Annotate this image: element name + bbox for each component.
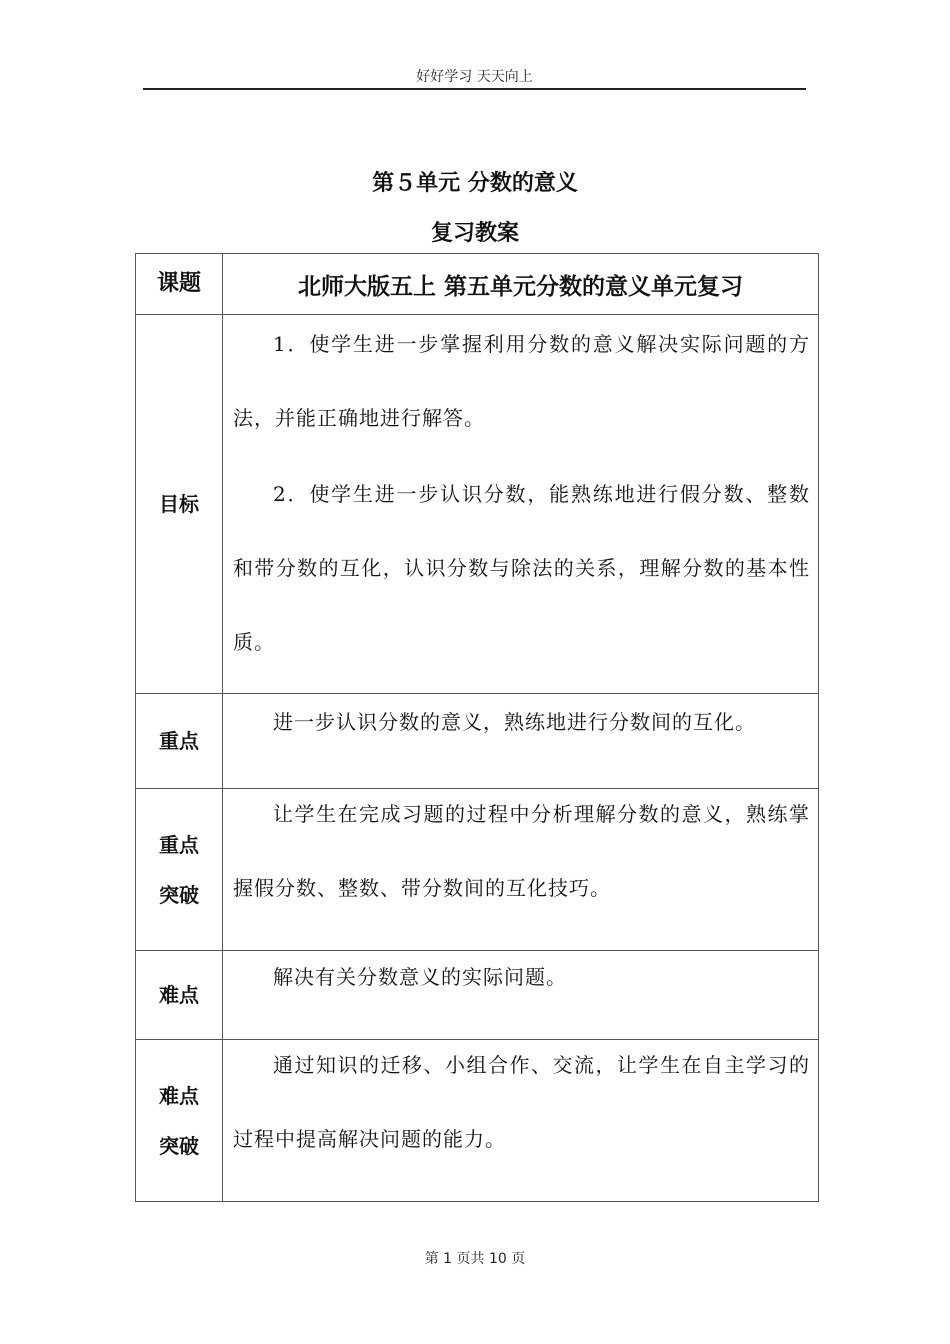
goal-label: 目标	[136, 315, 223, 694]
key-breakthrough-paragraph: 让学生在完成习题的过程中分析理解分数的意义，熟练掌握假分数、整数、带分数间的互化技巧。	[233, 802, 810, 900]
table-row-key-breakthrough	[136, 789, 819, 951]
topic-content: 北师大版五上 第五单元分数的意义单元复习	[223, 254, 819, 315]
difficulty-breakthrough-label	[136, 1040, 223, 1202]
difficulty-breakthrough-label-line-2: 突破	[159, 1133, 199, 1158]
key-breakthrough-label-line-2: 突破	[159, 882, 199, 907]
key-breakthrough-label	[136, 789, 223, 951]
topic-label: 课题	[136, 254, 223, 315]
table-row-topic	[136, 254, 819, 315]
lesson-plan-table	[135, 253, 819, 1202]
key-breakthrough-label-line-1: 重点	[159, 832, 199, 857]
difficulty-breakthrough-content	[223, 1040, 819, 1202]
goal-paragraph-2: 2．使学生进一步认识分数，能熟练地进行假分数、整数和带分数的互化，认识分数与除法的关系，理解分数的基本性质。	[233, 482, 810, 654]
key-breakthrough-content	[223, 789, 819, 951]
difficulty-label: 难点	[136, 951, 223, 1040]
difficulty-breakthrough-label-line-1: 难点	[159, 1083, 199, 1108]
header-rule	[143, 88, 806, 90]
table-row-goal	[136, 315, 819, 694]
goal-content	[223, 315, 819, 694]
document-title: 第５单元 分数的意义	[372, 171, 578, 196]
difficulty-breakthrough-paragraph: 通过知识的迁移、小组合作、交流，让学生在自主学习的过程中提高解决问题的能力。	[233, 1053, 810, 1151]
page-header: 好好学习 天天向上	[416, 69, 533, 85]
document-subtitle: 复习教案	[430, 221, 519, 246]
table-row-difficulty-breakthrough	[136, 1040, 819, 1202]
page-footer: 第 1 页共 10 页	[424, 1251, 526, 1267]
key-paragraph: 进一步认识分数的意义，熟练地进行分数间的互化。	[273, 710, 756, 734]
key-content	[223, 694, 819, 789]
difficulty-paragraph: 解决有关分数意义的实际问题。	[273, 965, 567, 989]
key-label: 重点	[136, 694, 223, 789]
difficulty-content	[223, 951, 819, 1040]
table-row-key	[136, 694, 819, 789]
table-row-difficulty	[136, 951, 819, 1040]
goal-paragraph-1: 1．使学生进一步掌握利用分数的意义解决实际问题的方法，并能正确地进行解答。	[233, 332, 810, 430]
